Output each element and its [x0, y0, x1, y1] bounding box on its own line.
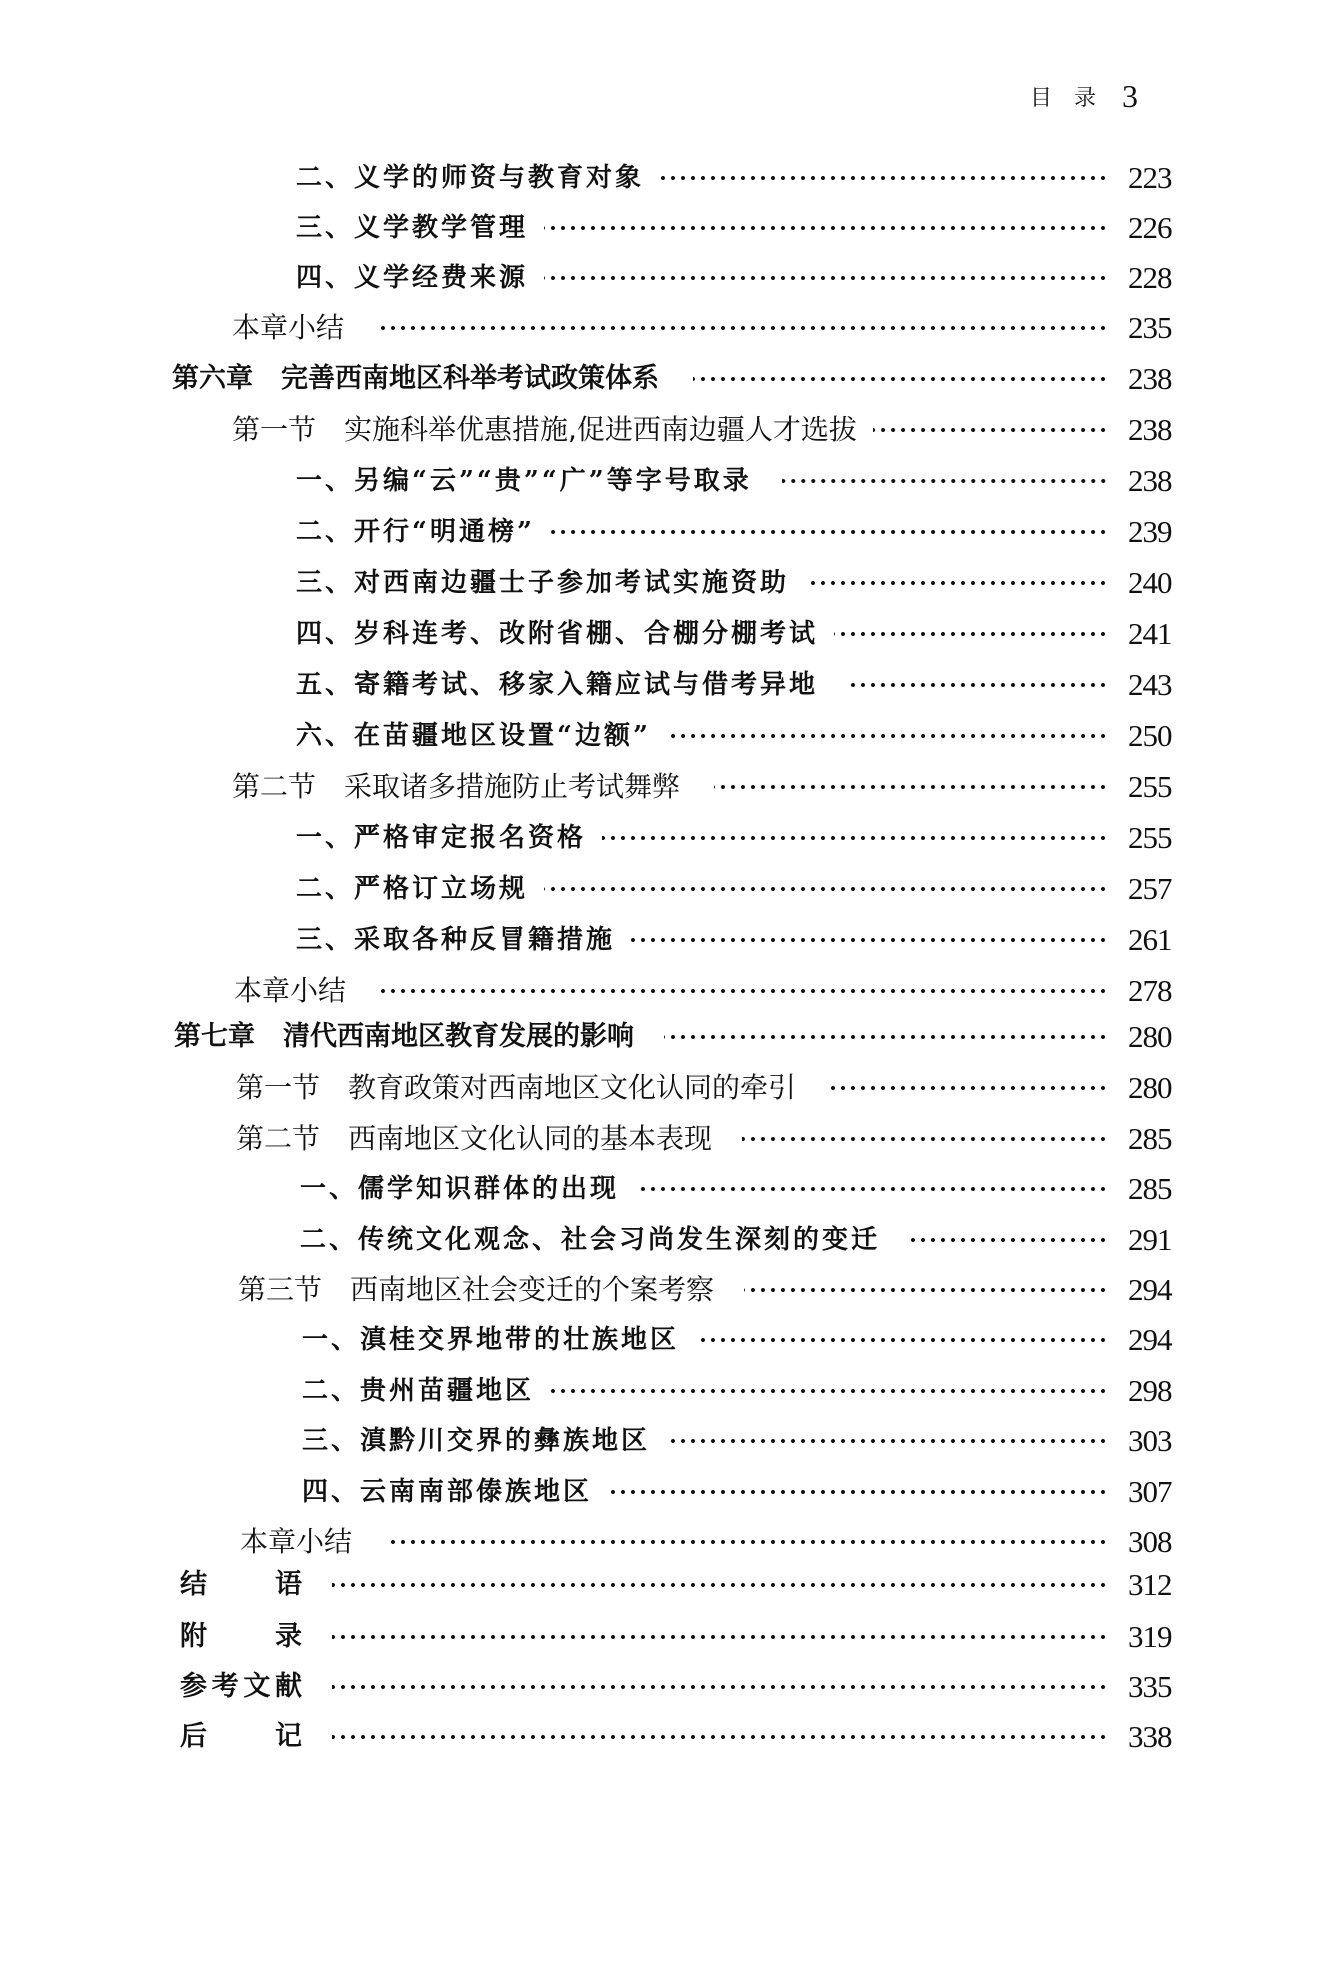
- toc-entry-title: 五、寄籍考试、移家入籍应试与借考异地: [296, 670, 819, 700]
- dot-leader: [782, 478, 1108, 484]
- toc-entry-title: 四、云南南部傣族地区: [302, 1477, 593, 1507]
- toc-entry-title: 西南地区文化认同的基本表现: [348, 1122, 713, 1155]
- toc-entry[interactable]: [0, 612, 1334, 656]
- toc-entry-title: 六、在苗疆地区设置“边额”: [296, 721, 651, 751]
- toc-entry-page: 294: [1128, 1322, 1172, 1357]
- section-number: 第一节: [232, 413, 317, 446]
- toc-entry-page: 294: [1128, 1272, 1172, 1307]
- toc-entry-page: 280: [1128, 1070, 1172, 1105]
- dot-leader: [332, 1734, 1108, 1740]
- dot-leader: [744, 1287, 1108, 1293]
- toc-entry-title: 本章小结: [232, 311, 345, 344]
- toc-entry[interactable]: [0, 1167, 1334, 1211]
- toc-entry-section[interactable]: [0, 1268, 1334, 1312]
- dot-leader: [544, 275, 1108, 281]
- toc-entry-page: 312: [1128, 1567, 1172, 1602]
- toc-entry-page: 255: [1128, 769, 1172, 804]
- toc-entry[interactable]: [0, 510, 1334, 554]
- toc-entry[interactable]: [0, 918, 1334, 962]
- dot-leader: [873, 427, 1108, 433]
- toc-entry-page: 285: [1128, 1171, 1172, 1206]
- toc-entry-page: 319: [1128, 1619, 1172, 1654]
- dot-leader: [693, 376, 1108, 382]
- dot-leader: [664, 1034, 1108, 1040]
- toc-entry-title: 实施科举优惠措施,促进西南边疆人才选拔: [344, 413, 857, 446]
- toc-entry[interactable]: [0, 816, 1334, 860]
- section-number: 第三节: [238, 1273, 323, 1306]
- dot-leader: [695, 1337, 1108, 1343]
- dot-leader: [378, 325, 1108, 331]
- header-char: 录: [1074, 86, 1119, 111]
- toc-entry-summary[interactable]: [0, 306, 1334, 350]
- toc-entry-page: 255: [1128, 820, 1172, 855]
- dot-leader: [608, 1489, 1108, 1495]
- toc-entry-title: 清代西南地区教育发展的影响: [283, 1021, 634, 1052]
- section-number: 第二节: [232, 770, 317, 803]
- section-number: 第一节: [236, 1071, 321, 1104]
- toc-entry[interactable]: [0, 459, 1334, 503]
- header-char: 目: [1030, 86, 1075, 111]
- toc-entry-page: 280: [1128, 1019, 1172, 1054]
- toc-entry-page: 238: [1128, 361, 1172, 396]
- toc-entry-page: 239: [1128, 514, 1172, 549]
- toc-entry[interactable]: [0, 206, 1334, 250]
- toc-entry-title: 三、对西南边疆士子参加考试实施资助: [296, 568, 790, 598]
- toc-entry-page: 261: [1128, 922, 1172, 957]
- toc-entry-title: 一、严格审定报名资格: [296, 823, 587, 853]
- toc-entry-title: 采取诸多措施防止考试舞弊: [344, 770, 681, 803]
- toc-entry-page: 308: [1128, 1524, 1172, 1559]
- page-number: 3: [1122, 78, 1139, 114]
- toc-entry-page: 238: [1128, 463, 1172, 498]
- dot-leader: [386, 1539, 1108, 1545]
- toc-entry-title: 一、滇桂交界地带的壮族地区: [302, 1325, 680, 1355]
- toc-entry[interactable]: [0, 867, 1334, 911]
- toc-entry-page: 335: [1128, 1669, 1172, 1704]
- toc-entry[interactable]: [0, 1470, 1334, 1514]
- toc-entry-title: 四、义学经费来源: [296, 263, 529, 293]
- dot-leader: [332, 1684, 1108, 1690]
- dot-leader: [332, 1634, 1108, 1640]
- toc-entry-back-matter[interactable]: [0, 1715, 1334, 1759]
- toc-entry-page: 235: [1128, 310, 1172, 345]
- dot-leader: [631, 937, 1108, 943]
- dot-leader: [551, 529, 1108, 535]
- toc-entry-title: 一、另编“云”“贵”“广”等字号取录: [296, 466, 752, 496]
- toc-entry-page: 257: [1128, 871, 1172, 906]
- toc-entry-page: 238: [1128, 412, 1172, 447]
- toc-entry-title: 三、采取各种反冒籍措施: [296, 925, 616, 955]
- toc-entry-title: 二、严格订立场规: [296, 874, 529, 904]
- toc-entry-title: 二、开行“明通榜”: [296, 517, 535, 547]
- dot-leader: [834, 631, 1108, 637]
- toc-entry[interactable]: [0, 663, 1334, 707]
- dot-leader: [380, 988, 1108, 994]
- dot-leader: [826, 1085, 1108, 1091]
- toc-entry-page: 298: [1128, 1373, 1172, 1408]
- toc-entry-back-matter[interactable]: [0, 1563, 1334, 1607]
- toc-entry-section[interactable]: [0, 1117, 1334, 1161]
- toc-entry-page: 307: [1128, 1474, 1172, 1509]
- toc-entry-section[interactable]: [0, 408, 1334, 452]
- toc-entry-page: 338: [1128, 1719, 1172, 1754]
- toc-entry-page: 278: [1128, 973, 1172, 1008]
- toc-entry-title: 一、儒学知识群体的出现: [300, 1174, 620, 1204]
- toc-entry-title: 后 记: [180, 1721, 302, 1752]
- section-number: 第二节: [236, 1122, 321, 1155]
- dot-leader: [667, 733, 1108, 739]
- toc-entry-title: 本章小结: [240, 1525, 353, 1558]
- toc-entry-section[interactable]: [0, 765, 1334, 809]
- dot-leader: [805, 580, 1108, 586]
- dot-leader: [635, 1186, 1108, 1192]
- toc-entry[interactable]: [0, 256, 1334, 300]
- toc-entry-page: 228: [1128, 260, 1172, 295]
- toc-entry-back-matter[interactable]: [0, 1665, 1334, 1709]
- dot-leader: [910, 1237, 1108, 1243]
- toc-entry-page: 243: [1128, 667, 1172, 702]
- toc-entry-title: 四、岁科连考、改附省棚、合棚分棚考试: [296, 619, 819, 649]
- toc-entry-title: 完善西南地区科举考试政策体系: [281, 363, 659, 394]
- toc-entry[interactable]: [0, 1369, 1334, 1413]
- toc-entry-page: 223: [1128, 160, 1172, 195]
- dot-leader: [666, 1438, 1108, 1444]
- toc-entry-section[interactable]: [0, 1066, 1334, 1110]
- toc-entry-page: 285: [1128, 1121, 1172, 1156]
- toc-entry-page: 240: [1128, 565, 1172, 600]
- dot-leader: [714, 784, 1108, 790]
- dot-leader: [544, 886, 1108, 892]
- toc-entry-title: 参 考 文 献: [180, 1671, 302, 1702]
- toc-entry-back-matter[interactable]: [0, 1615, 1334, 1659]
- toc-entry-page: 226: [1128, 210, 1172, 245]
- toc-entry-title: 三、滇黔川交界的彝族地区: [302, 1426, 651, 1456]
- toc-entry[interactable]: [0, 1419, 1334, 1463]
- toc-entry-chapter[interactable]: [0, 1015, 1334, 1059]
- chapter-number: 第七章: [174, 1021, 255, 1052]
- dot-leader: [544, 225, 1108, 231]
- dot-leader: [332, 1582, 1108, 1588]
- chapter-number: 第六章: [172, 363, 253, 394]
- toc-entry-title: 三、义学教学管理: [296, 213, 529, 243]
- toc-entry[interactable]: [0, 714, 1334, 758]
- dot-leader: [742, 1136, 1108, 1142]
- toc-entry-title: 西南地区社会变迁的个案考察: [350, 1273, 715, 1306]
- toc-entry-title: 二、贵州苗疆地区: [302, 1376, 535, 1406]
- toc-entry-title: 二、义学的师资与教育对象: [296, 163, 645, 193]
- dot-leader: [848, 682, 1108, 688]
- toc-entry-page: 241: [1128, 616, 1172, 651]
- toc-entry-title: 二、传统文化观念、社会习尚发生深刻的变迁: [300, 1225, 881, 1255]
- toc-entry-summary[interactable]: [0, 1520, 1334, 1564]
- dot-leader: [602, 835, 1108, 841]
- toc-entry-title: 教育政策对西南地区文化认同的牵引: [348, 1071, 797, 1104]
- toc-entry[interactable]: [0, 156, 1334, 200]
- toc-entry[interactable]: [0, 1218, 1334, 1262]
- dot-leader: [660, 175, 1108, 181]
- toc-entry-title: 本章小结: [234, 974, 347, 1007]
- toc-entry-title: 结 语: [180, 1569, 302, 1600]
- toc-entry-page: 291: [1128, 1222, 1172, 1257]
- toc-entry-chapter[interactable]: [0, 357, 1334, 401]
- toc-entry[interactable]: [0, 1318, 1334, 1362]
- toc-entry-page: 250: [1128, 718, 1172, 753]
- toc-entry-page: 303: [1128, 1423, 1172, 1458]
- toc-entry[interactable]: [0, 561, 1334, 605]
- toc-entry-title: 附 录: [180, 1621, 302, 1652]
- dot-leader: [550, 1388, 1108, 1394]
- toc-entry-summary[interactable]: [0, 969, 1334, 1013]
